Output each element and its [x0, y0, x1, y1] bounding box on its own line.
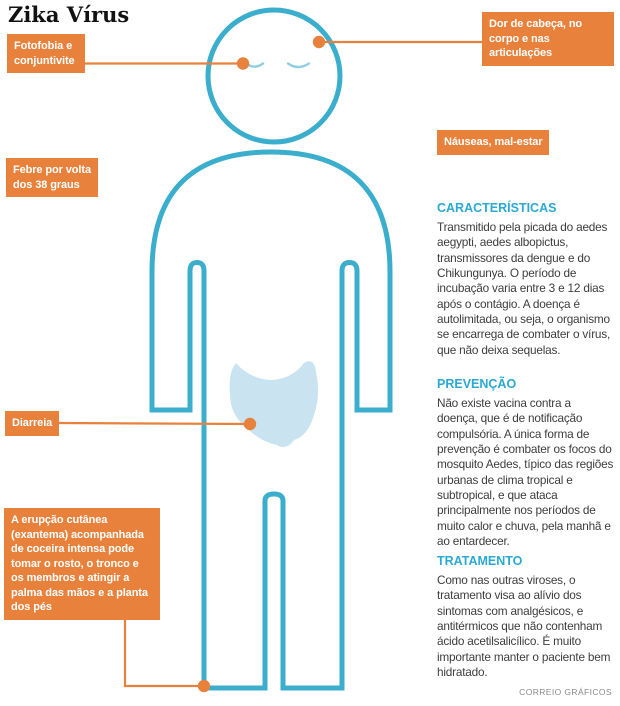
diarreia-point-dot	[244, 418, 256, 430]
stomach-shape	[230, 361, 318, 447]
head-outline	[208, 10, 340, 142]
dor-cabeca-point-dot	[313, 36, 325, 48]
section-tratamento	[437, 554, 614, 680]
section-heading: CARACTERÍSTICAS	[437, 201, 557, 215]
section-body: Como nas outras viroses, o tratamento visa ao alívio dos sintomas com analgésicos, e antitérmicos que não contenham ácido acetilsalicílico. É muito importante manter o paciente bem hidratado.	[437, 573, 611, 679]
erupcao-point-dot	[198, 680, 210, 692]
section-heading: TRATAMENTO	[437, 554, 523, 568]
label-nauseas: Náuseas, mal-estar	[437, 130, 549, 155]
label-febre: Febre por volta dos 38 graus	[6, 158, 98, 197]
section-heading: PREVENÇÃO	[437, 377, 517, 391]
erupcao-leader-line	[125, 612, 204, 686]
section-prevencao	[437, 377, 614, 549]
section-body: Transmitido pela picada do aedes aegypti, aedes albopictus, transmissores da dengue e do Chikungunya. O período de incubação varia entre 3 e 12 dias após o contágio. A doença é autolimitada, ou seja, o organismo se encarrega de combater o vírus, que não deixa sequelas.	[437, 220, 611, 357]
right-eye-icon	[288, 64, 309, 68]
credit-line: CORREIO GRÁFICOS	[519, 687, 612, 697]
label-fotofobia: Fotofobia e conjuntivite	[7, 34, 85, 73]
page-title: Zika Vírus	[8, 2, 130, 27]
label-dor-de-cabeca: Dor de cabeça, no corpo e nas articulações	[482, 12, 614, 66]
label-erupcao-cutanea: A erupção cutânea (exantema) acompanhada de coceira intensa pode tomar o rosto, o tronco e os membros e atingir a palma das mãos e a planta dos pés	[4, 508, 160, 620]
fotofobia-point-dot	[237, 57, 249, 69]
label-diarreia: Diarreia	[5, 411, 59, 436]
diarreia-leader-line	[58, 423, 250, 424]
section-body: Não existe vacina contra a doença, que é de notificação compulsória. A única forma de prevenção é combater os focos do mosquito Aedes, típico das regiões urbanas de clima tropical e subtropical, e que ataca principalmente nos períodos de muito calor e chuva, pela manhã e ao entardecer.	[437, 396, 614, 548]
section-caracteristicas	[437, 201, 614, 358]
